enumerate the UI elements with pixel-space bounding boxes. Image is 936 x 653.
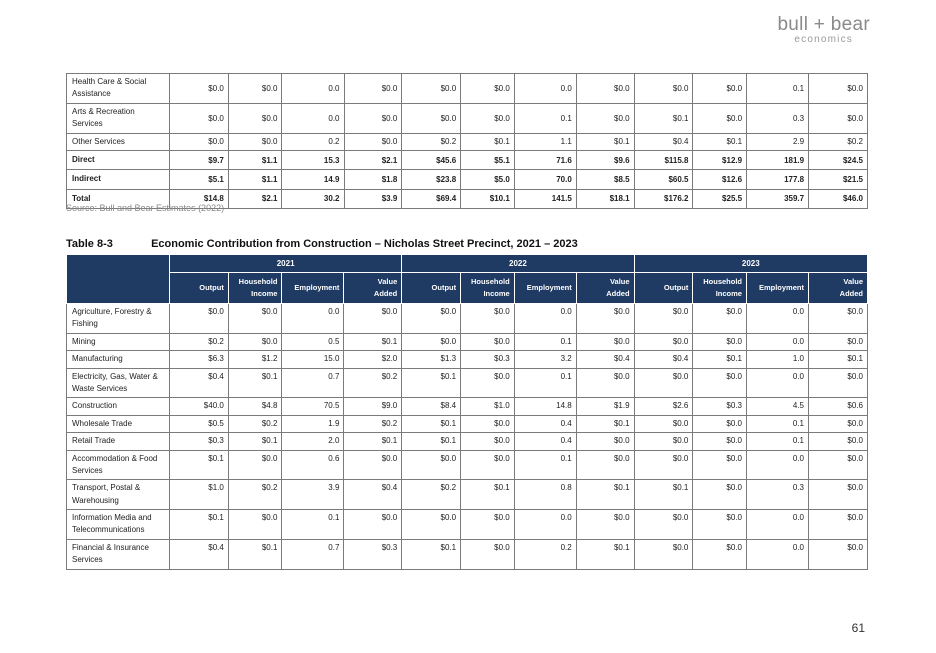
cell-household-income: $0.0: [461, 368, 515, 398]
cell-output: $0.1: [634, 103, 693, 133]
cell-value-added: $0.0: [344, 304, 402, 334]
table-row: [67, 103, 868, 133]
cell-employment: 70.0: [514, 170, 576, 189]
cell-output: $5.1: [170, 170, 229, 189]
cell-output: $0.4: [634, 133, 693, 150]
cell-value-added: $0.2: [344, 415, 402, 432]
table-row: [67, 368, 868, 398]
industry-label: Information Media and Telecommunications: [67, 510, 170, 540]
cell-household-income: $0.0: [693, 368, 747, 398]
cell-household-income: $0.3: [693, 398, 747, 415]
column-header-text: Added: [606, 289, 630, 298]
column-header-text: Income: [715, 289, 742, 298]
cell-household-income: $12.9: [693, 150, 747, 169]
cell-value-added: $0.1: [576, 480, 634, 510]
table-row: [67, 539, 868, 569]
column-header-value-added: [344, 273, 402, 304]
table-title: Economic Contribution from Construction – Nicholas Street Precinct, 2021 – 2023: [151, 238, 578, 250]
column-header-text: Employment: [526, 283, 572, 292]
cell-household-income: $0.2: [228, 415, 282, 432]
column-header-text: Income: [251, 289, 278, 298]
table-row: [67, 351, 868, 368]
cell-employment: 141.5: [514, 189, 576, 208]
cell-output: $0.1: [402, 433, 461, 450]
table-row: [67, 74, 868, 104]
column-header-text: Value: [609, 277, 630, 286]
cell-employment: 14.8: [514, 398, 576, 415]
cell-household-income: $25.5: [693, 189, 747, 208]
table-row: [67, 433, 868, 450]
column-header-text: Income: [483, 289, 510, 298]
table-caption: [66, 238, 578, 250]
cell-output: $0.0: [402, 103, 461, 133]
cell-output: $1.3: [402, 351, 461, 368]
cell-output: $23.8: [402, 170, 461, 189]
year-header: 2023: [634, 255, 867, 273]
industry-label: Financial & Insurance Services: [67, 539, 170, 569]
cell-output: $0.4: [169, 368, 228, 398]
cell-employment: 15.0: [282, 351, 344, 368]
brand-logo: [777, 14, 870, 45]
column-header-employment: [282, 273, 344, 304]
cell-value-added: $0.1: [576, 133, 634, 150]
industry-label: Transport, Postal & Warehousing: [67, 480, 170, 510]
cell-household-income: $0.0: [461, 304, 515, 334]
cell-employment: 0.1: [514, 103, 576, 133]
table-row: [67, 333, 868, 350]
logo-tagline: economics: [794, 34, 854, 45]
cell-household-income: $0.0: [228, 450, 282, 480]
cell-value-added: $2.1: [344, 150, 402, 169]
cell-value-added: $0.0: [344, 74, 402, 104]
cell-value-added: $0.0: [344, 133, 402, 150]
column-header-output: [634, 273, 693, 304]
cell-output: $0.0: [402, 333, 461, 350]
cell-value-added: $1.9: [576, 398, 634, 415]
cell-value-added: $8.5: [576, 170, 634, 189]
cell-value-added: $1.8: [344, 170, 402, 189]
cell-employment: 0.1: [514, 333, 576, 350]
cell-value-added: $9.6: [576, 150, 634, 169]
cell-output: $69.4: [402, 189, 461, 208]
cell-household-income: $12.6: [693, 170, 747, 189]
header-corner: [67, 255, 170, 304]
cell-output: $6.3: [169, 351, 228, 368]
cell-value-added: $0.0: [809, 103, 868, 133]
row-label: Arts & Recreation Services: [67, 103, 170, 133]
cell-value-added: $0.1: [576, 539, 634, 569]
cell-household-income: $0.1: [228, 433, 282, 450]
cell-value-added: $0.0: [808, 450, 867, 480]
year-header: 2021: [169, 255, 401, 273]
industry-label: Accommodation & Food Services: [67, 450, 170, 480]
cell-output: $0.2: [402, 480, 461, 510]
cell-household-income: $0.0: [693, 103, 747, 133]
cell-value-added: $0.4: [576, 351, 634, 368]
cell-employment: 0.0: [746, 368, 808, 398]
cell-household-income: $0.0: [461, 510, 515, 540]
industry-label: Manufacturing: [67, 351, 170, 368]
cell-output: $0.0: [634, 539, 693, 569]
cell-employment: 0.1: [282, 510, 344, 540]
cell-output: $0.0: [634, 368, 693, 398]
cell-value-added: $18.1: [576, 189, 634, 208]
column-header-household-income: [228, 273, 282, 304]
cell-value-added: $0.0: [576, 433, 634, 450]
year-header: 2022: [402, 255, 634, 273]
cell-employment: 181.9: [747, 150, 809, 169]
cell-employment: 0.0: [746, 450, 808, 480]
column-header-row: [67, 273, 868, 304]
column-header-output: [169, 273, 228, 304]
cell-employment: 0.0: [514, 304, 576, 334]
cell-value-added: $0.2: [344, 368, 402, 398]
cell-value-added: $0.0: [808, 433, 867, 450]
cell-household-income: $0.3: [461, 351, 515, 368]
cell-employment: 0.3: [747, 103, 809, 133]
cell-employment: 0.0: [282, 74, 344, 104]
cell-output: $0.0: [634, 304, 693, 334]
page-number: 61: [851, 621, 865, 635]
cell-output: $176.2: [634, 189, 693, 208]
cell-household-income: $1.1: [228, 150, 282, 169]
industry-label: Mining: [67, 333, 170, 350]
cell-output: $60.5: [634, 170, 693, 189]
cell-output: $14.8: [170, 189, 229, 208]
cell-employment: 0.0: [746, 304, 808, 334]
cell-household-income: $1.1: [228, 170, 282, 189]
cell-household-income: $0.0: [228, 103, 282, 133]
cell-output: $0.0: [170, 133, 229, 150]
cell-household-income: $0.1: [228, 539, 282, 569]
cell-output: $0.0: [170, 103, 229, 133]
cell-employment: 0.4: [514, 433, 576, 450]
cell-output: $0.0: [402, 304, 461, 334]
column-header-household-income: [693, 273, 747, 304]
cell-household-income: $0.0: [693, 480, 747, 510]
logo-wordmark: bull + bear: [777, 14, 870, 35]
cell-employment: 0.0: [514, 510, 576, 540]
table-row: [67, 133, 868, 150]
cell-household-income: $0.2: [228, 480, 282, 510]
cell-household-income: $0.0: [693, 333, 747, 350]
column-header-text: Household: [703, 277, 742, 286]
cell-employment: 0.0: [514, 74, 576, 104]
cell-value-added: $0.0: [576, 103, 634, 133]
column-header-text: Employment: [758, 283, 804, 292]
cell-output: $0.0: [402, 510, 461, 540]
cell-output: $0.1: [169, 510, 228, 540]
cell-output: $0.0: [634, 433, 693, 450]
cell-value-added: $0.0: [808, 304, 867, 334]
cell-output: $0.1: [634, 480, 693, 510]
cell-household-income: $1.2: [228, 351, 282, 368]
cell-value-added: $0.0: [576, 368, 634, 398]
cell-household-income: $0.1: [693, 351, 747, 368]
cell-employment: 0.0: [746, 510, 808, 540]
source-note: Source: Bull and Bear Estimates (2022): [66, 203, 225, 213]
cell-value-added: $0.1: [344, 333, 402, 350]
cell-employment: 0.8: [514, 480, 576, 510]
cell-output: $0.0: [402, 450, 461, 480]
cell-employment: 3.2: [514, 351, 576, 368]
cell-employment: 0.1: [514, 450, 576, 480]
cell-value-added: $0.0: [809, 74, 868, 104]
cell-employment: 1.1: [514, 133, 576, 150]
cell-employment: 0.3: [746, 480, 808, 510]
cell-household-income: $0.1: [461, 133, 515, 150]
cell-employment: 0.0: [746, 333, 808, 350]
cell-value-added: $0.0: [576, 74, 634, 104]
industry-label: Retail Trade: [67, 433, 170, 450]
cell-employment: 0.4: [514, 415, 576, 432]
cell-output: $0.0: [634, 510, 693, 540]
cell-employment: 0.2: [282, 133, 344, 150]
cell-employment: 71.6: [514, 150, 576, 169]
column-header-output: [402, 273, 461, 304]
cell-value-added: $24.5: [809, 150, 868, 169]
cell-employment: 4.5: [746, 398, 808, 415]
column-header-household-income: [461, 273, 515, 304]
cell-household-income: $4.8: [228, 398, 282, 415]
cell-household-income: $0.0: [228, 304, 282, 334]
cell-value-added: $0.0: [344, 450, 402, 480]
cell-value-added: $0.0: [576, 450, 634, 480]
cell-output: $2.6: [634, 398, 693, 415]
cell-output: $8.4: [402, 398, 461, 415]
cell-employment: 0.7: [282, 368, 344, 398]
cell-employment: 2.0: [282, 433, 344, 450]
cell-value-added: $0.0: [808, 480, 867, 510]
cell-output: $0.1: [402, 415, 461, 432]
table-row: [67, 150, 868, 169]
year-header-row: [67, 255, 868, 273]
cell-output: $0.4: [634, 351, 693, 368]
cell-household-income: $0.0: [693, 304, 747, 334]
cell-value-added: $0.0: [808, 333, 867, 350]
cell-output: $9.7: [170, 150, 229, 169]
cell-employment: 177.8: [747, 170, 809, 189]
cell-household-income: $0.0: [228, 510, 282, 540]
cell-output: $1.0: [169, 480, 228, 510]
table-row: [67, 415, 868, 432]
cell-value-added: $0.6: [808, 398, 867, 415]
cell-value-added: $0.0: [576, 510, 634, 540]
column-header-employment: [514, 273, 576, 304]
cell-employment: 0.0: [282, 304, 344, 334]
column-header-text: Value: [843, 277, 863, 286]
cell-value-added: $0.1: [344, 433, 402, 450]
cell-employment: 14.9: [282, 170, 344, 189]
cell-household-income: $0.0: [693, 450, 747, 480]
table-number: Table 8-3: [66, 238, 113, 250]
cell-household-income: $5.1: [461, 150, 515, 169]
cell-employment: 3.9: [282, 480, 344, 510]
column-header-text: Employment: [294, 283, 340, 292]
column-header-value-added: [576, 273, 634, 304]
industry-label: Construction: [67, 398, 170, 415]
cell-household-income: $0.0: [461, 539, 515, 569]
construction-contribution-table: [66, 254, 868, 570]
column-header-employment: [746, 273, 808, 304]
cell-employment: 0.6: [282, 450, 344, 480]
cell-household-income: $0.0: [461, 433, 515, 450]
cell-employment: 0.1: [514, 368, 576, 398]
cell-household-income: $0.0: [461, 103, 515, 133]
cell-value-added: $0.4: [344, 480, 402, 510]
column-header-value-added: [808, 273, 867, 304]
cell-employment: 70.5: [282, 398, 344, 415]
cell-household-income: $0.0: [461, 450, 515, 480]
cell-value-added: $0.1: [576, 415, 634, 432]
continued-summary-table: [66, 73, 868, 209]
cell-output: $0.3: [169, 433, 228, 450]
cell-value-added: $0.0: [576, 304, 634, 334]
row-label: Direct: [67, 150, 170, 169]
cell-employment: 0.5: [282, 333, 344, 350]
cell-output: $0.0: [170, 74, 229, 104]
cell-output: $40.0: [169, 398, 228, 415]
table-row: [67, 510, 868, 540]
cell-household-income: $0.0: [461, 74, 515, 104]
cell-household-income: $0.0: [228, 333, 282, 350]
cell-employment: 0.1: [747, 74, 809, 104]
cell-output: $0.0: [402, 74, 461, 104]
cell-output: $115.8: [634, 150, 693, 169]
cell-employment: 0.0: [282, 103, 344, 133]
industry-label: Agriculture, Forestry & Fishing: [67, 304, 170, 334]
cell-household-income: $0.0: [228, 74, 282, 104]
cell-output: $0.0: [169, 304, 228, 334]
table-row: [67, 398, 868, 415]
cell-employment: 15.3: [282, 150, 344, 169]
cell-output: $0.2: [402, 133, 461, 150]
cell-value-added: $0.0: [344, 510, 402, 540]
cell-household-income: $0.1: [228, 368, 282, 398]
table-row: [67, 480, 868, 510]
cell-household-income: $0.0: [461, 333, 515, 350]
cell-value-added: $3.9: [344, 189, 402, 208]
cell-value-added: $0.1: [808, 351, 867, 368]
cell-household-income: $0.0: [693, 433, 747, 450]
cell-household-income: $0.0: [228, 133, 282, 150]
cell-household-income: $2.1: [228, 189, 282, 208]
cell-household-income: $5.0: [461, 170, 515, 189]
cell-value-added: $0.0: [808, 510, 867, 540]
cell-household-income: $0.0: [461, 415, 515, 432]
cell-employment: 30.2: [282, 189, 344, 208]
cell-value-added: $0.0: [808, 415, 867, 432]
cell-value-added: $9.0: [344, 398, 402, 415]
column-header-text: Output: [663, 283, 689, 292]
cell-household-income: $0.0: [693, 539, 747, 569]
table-row: [67, 450, 868, 480]
cell-output: $45.6: [402, 150, 461, 169]
cell-employment: 0.2: [514, 539, 576, 569]
cell-output: $0.1: [402, 368, 461, 398]
cell-output: $0.1: [169, 450, 228, 480]
cell-household-income: $0.1: [693, 133, 747, 150]
cell-value-added: $0.3: [344, 539, 402, 569]
column-header-text: Value: [377, 277, 398, 286]
cell-output: $0.0: [634, 450, 693, 480]
cell-output: $0.1: [402, 539, 461, 569]
cell-household-income: $0.0: [693, 74, 747, 104]
row-label: Other Services: [67, 133, 170, 150]
column-header-text: Output: [199, 283, 224, 292]
cell-value-added: $0.0: [808, 539, 867, 569]
column-header-text: Output: [431, 283, 457, 292]
industry-label: Electricity, Gas, Water & Waste Services: [67, 368, 170, 398]
cell-employment: 0.1: [746, 415, 808, 432]
cell-output: $0.5: [169, 415, 228, 432]
cell-value-added: $0.0: [344, 103, 402, 133]
cell-value-added: $0.2: [809, 133, 868, 150]
industry-label: Wholesale Trade: [67, 415, 170, 432]
cell-employment: 2.9: [747, 133, 809, 150]
cell-employment: 1.0: [746, 351, 808, 368]
cell-employment: 0.0: [746, 539, 808, 569]
row-label: Indirect: [67, 170, 170, 189]
column-header-text: Household: [238, 277, 278, 286]
cell-household-income: $0.0: [693, 510, 747, 540]
cell-household-income: $0.0: [693, 415, 747, 432]
cell-output: $0.0: [634, 333, 693, 350]
cell-employment: 0.7: [282, 539, 344, 569]
row-label: Total: [67, 189, 170, 208]
cell-household-income: $1.0: [461, 398, 515, 415]
column-header-text: Added: [373, 289, 398, 298]
row-label: Health Care & Social Assistance: [67, 74, 170, 104]
cell-employment: 0.1: [746, 433, 808, 450]
cell-value-added: $46.0: [809, 189, 868, 208]
cell-output: $0.0: [634, 415, 693, 432]
cell-employment: 359.7: [747, 189, 809, 208]
column-header-text: Added: [839, 289, 863, 298]
cell-output: $0.2: [169, 333, 228, 350]
cell-employment: 1.9: [282, 415, 344, 432]
cell-output: $0.0: [634, 74, 693, 104]
cell-value-added: $0.0: [808, 368, 867, 398]
table-row: [67, 170, 868, 189]
column-header-text: Household: [470, 277, 510, 286]
cell-household-income: $0.1: [461, 480, 515, 510]
table-row: [67, 304, 868, 334]
cell-value-added: $21.5: [809, 170, 868, 189]
cell-household-income: $10.1: [461, 189, 515, 208]
cell-value-added: $0.0: [576, 333, 634, 350]
cell-output: $0.4: [169, 539, 228, 569]
cell-value-added: $2.0: [344, 351, 402, 368]
